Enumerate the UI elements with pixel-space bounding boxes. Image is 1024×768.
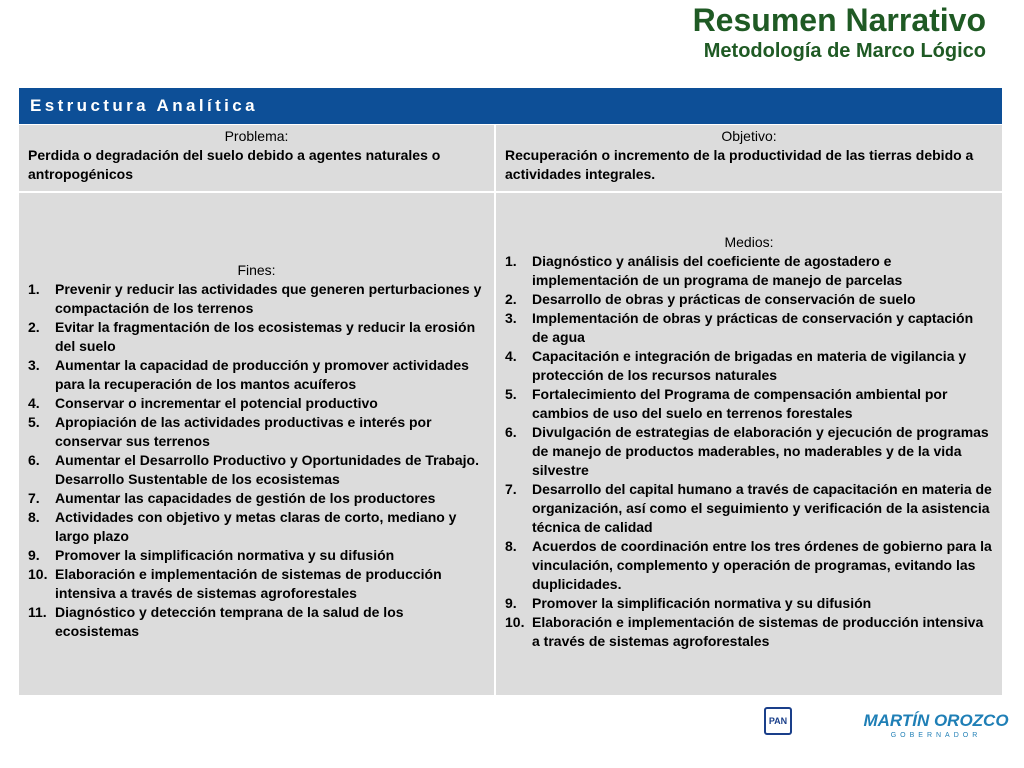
medios-item-number: 4.	[505, 348, 517, 364]
governor-logo	[862, 711, 1010, 740]
medios-item	[505, 537, 993, 594]
medios-item	[505, 252, 993, 290]
fines-item-number: 11.	[28, 604, 47, 620]
fines-item	[28, 451, 485, 489]
medios-item-number: 8.	[505, 538, 517, 554]
medios-heading: Medios:	[724, 234, 774, 250]
fines-item	[28, 318, 485, 356]
medios-item	[505, 480, 993, 537]
fines-item	[28, 394, 485, 413]
medios-item-text: Implementación de obras y prácticas de conservación y captación de agua	[532, 310, 974, 345]
fines-item-number: 6.	[28, 452, 40, 468]
objetivo-cell	[496, 125, 1002, 191]
fines-item-number: 8.	[28, 509, 40, 525]
fines-item	[28, 603, 485, 641]
fines-item-number: 9.	[28, 547, 40, 563]
problema-heading: Problema:	[224, 128, 289, 144]
problema-text: Perdida o degradación del suelo debido a agentes naturales o antropogénicos	[28, 147, 441, 182]
medios-item	[505, 423, 993, 480]
problema-cell	[19, 125, 494, 191]
governor-logo-name: MARTÍN OROZCO	[863, 711, 1009, 730]
medios-label: Medios	[724, 234, 770, 250]
fines-item-text: Promover la simplificación normativa y su difusión	[55, 547, 395, 563]
fines-item-number: 3.	[28, 357, 40, 373]
fines-item-text: Diagnóstico y detección temprana de la salud de los ecosistemas	[55, 604, 404, 639]
medios-item-number: 1.	[505, 253, 517, 269]
objetivo-text: Recuperación o incremento de la productividad de las tierras debido a actividades integrales.	[505, 147, 974, 182]
medios-item	[505, 613, 993, 651]
medios-item-number: 10.	[505, 614, 525, 630]
fines-item-text: Prevenir y reducir las actividades que generen perturbaciones y compactación de los terrenos	[55, 281, 482, 316]
page-header	[693, 2, 986, 64]
fines-item	[28, 356, 485, 394]
medios-item-number: 9.	[505, 595, 517, 611]
fines-item-number: 2.	[28, 319, 40, 335]
fines-item	[28, 508, 485, 546]
fines-item-number: 10.	[28, 566, 48, 582]
fines-item-text: Evitar la fragmentación de los ecosistemas y reducir la erosión del suelo	[55, 319, 476, 354]
medios-item	[505, 290, 993, 309]
fines-item	[28, 413, 485, 451]
medios-item	[505, 385, 993, 423]
medios-item-number: 6.	[505, 424, 517, 440]
fines-label: Fines	[237, 262, 272, 278]
problema-label: Problema	[224, 128, 285, 144]
medios-item-text: Capacitación e integración de brigadas en materia de vigilancia y protección de los recursos naturales	[532, 348, 967, 383]
medios-item-number: 7.	[505, 481, 517, 497]
fines-item	[28, 489, 485, 508]
medios-item	[505, 594, 993, 613]
fines-item-text: Aumentar las capacidades de gestión de los productores	[55, 490, 436, 506]
medios-item-text: Desarrollo del capital humano a través de capacitación en materia de organización, así como el seguimiento y verificación de la asistencia técnica de calidad	[532, 481, 992, 535]
objetivo-label: Objetivo	[721, 128, 773, 144]
fines-item-number: 1.	[28, 281, 40, 297]
fines-item-text: Aumentar la capacidad de producción y promover actividades para la recuperación de los mantos acuíferos	[55, 357, 469, 392]
fines-cell	[19, 193, 494, 695]
medios-list	[505, 252, 993, 651]
pan-logo: PAN	[764, 707, 792, 735]
medios-item-text: Acuerdos de coordinación entre los tres órdenes de gobierno para la vinculación, complemento y operación de programas, evitando las duplicidades.	[532, 538, 992, 592]
fines-item	[28, 280, 485, 318]
fines-item	[28, 565, 485, 603]
medios-item-text: Divulgación de estrategias de elaboración y ejecución de programas de manejo de productos maderables, no maderables y de la vida silvestre	[532, 424, 989, 478]
medios-cell	[496, 193, 1002, 695]
fines-list	[28, 280, 485, 641]
fines-item-text: Actividades con objetivo y metas claras de corto, mediano y largo plazo	[55, 509, 457, 544]
medios-item	[505, 347, 993, 385]
fines-item	[28, 546, 485, 565]
fines-item-text: Conservar o incrementar el potencial productivo	[55, 395, 378, 411]
medios-item-number: 5.	[505, 386, 517, 402]
governor-logo-sub: GOBERNADOR	[890, 732, 982, 739]
section-bar: Estructura Analítica	[19, 88, 1002, 124]
medios-item-text: Elaboración e implementación de sistemas de producción intensiva a través de sistemas agroforestales	[532, 614, 984, 649]
fines-item-number: 4.	[28, 395, 40, 411]
objetivo-heading: Objetivo:	[721, 128, 777, 144]
medios-item-text: Fortalecimiento del Programa de compensación ambiental por cambios de uso del suelo en terrenos forestales	[532, 386, 948, 421]
page-title: Resumen Narrativo	[692, 2, 986, 38]
medios-item-number: 2.	[505, 291, 517, 307]
fines-item-text: Apropiación de las actividades productivas e interés por conservar sus terrenos	[55, 414, 432, 449]
medios-item-text: Desarrollo de obras y prácticas de conservación de suelo	[532, 291, 916, 307]
medios-item-text: Promover la simplificación normativa y su difusión	[532, 595, 872, 611]
page-subtitle: Metodología de Marco Lógico	[703, 40, 986, 62]
medios-item	[505, 309, 993, 347]
medios-item-number: 3.	[505, 310, 517, 326]
fines-item-text: Elaboración e implementación de sistemas de producción intensiva a través de sistemas agroforestales	[55, 566, 442, 601]
fines-item-number: 5.	[28, 414, 40, 430]
medios-item-text: Diagnóstico y análisis del coeficiente de agostadero e implementación de un programa de manejo de parcelas	[532, 253, 903, 288]
fines-item-number: 7.	[28, 490, 40, 506]
fines-item-text: Aumentar el Desarrollo Productivo y Oportunidades de Trabajo. Desarrollo Sustentable de los ecosistemas	[55, 452, 479, 487]
fines-heading: Fines:	[237, 262, 276, 278]
